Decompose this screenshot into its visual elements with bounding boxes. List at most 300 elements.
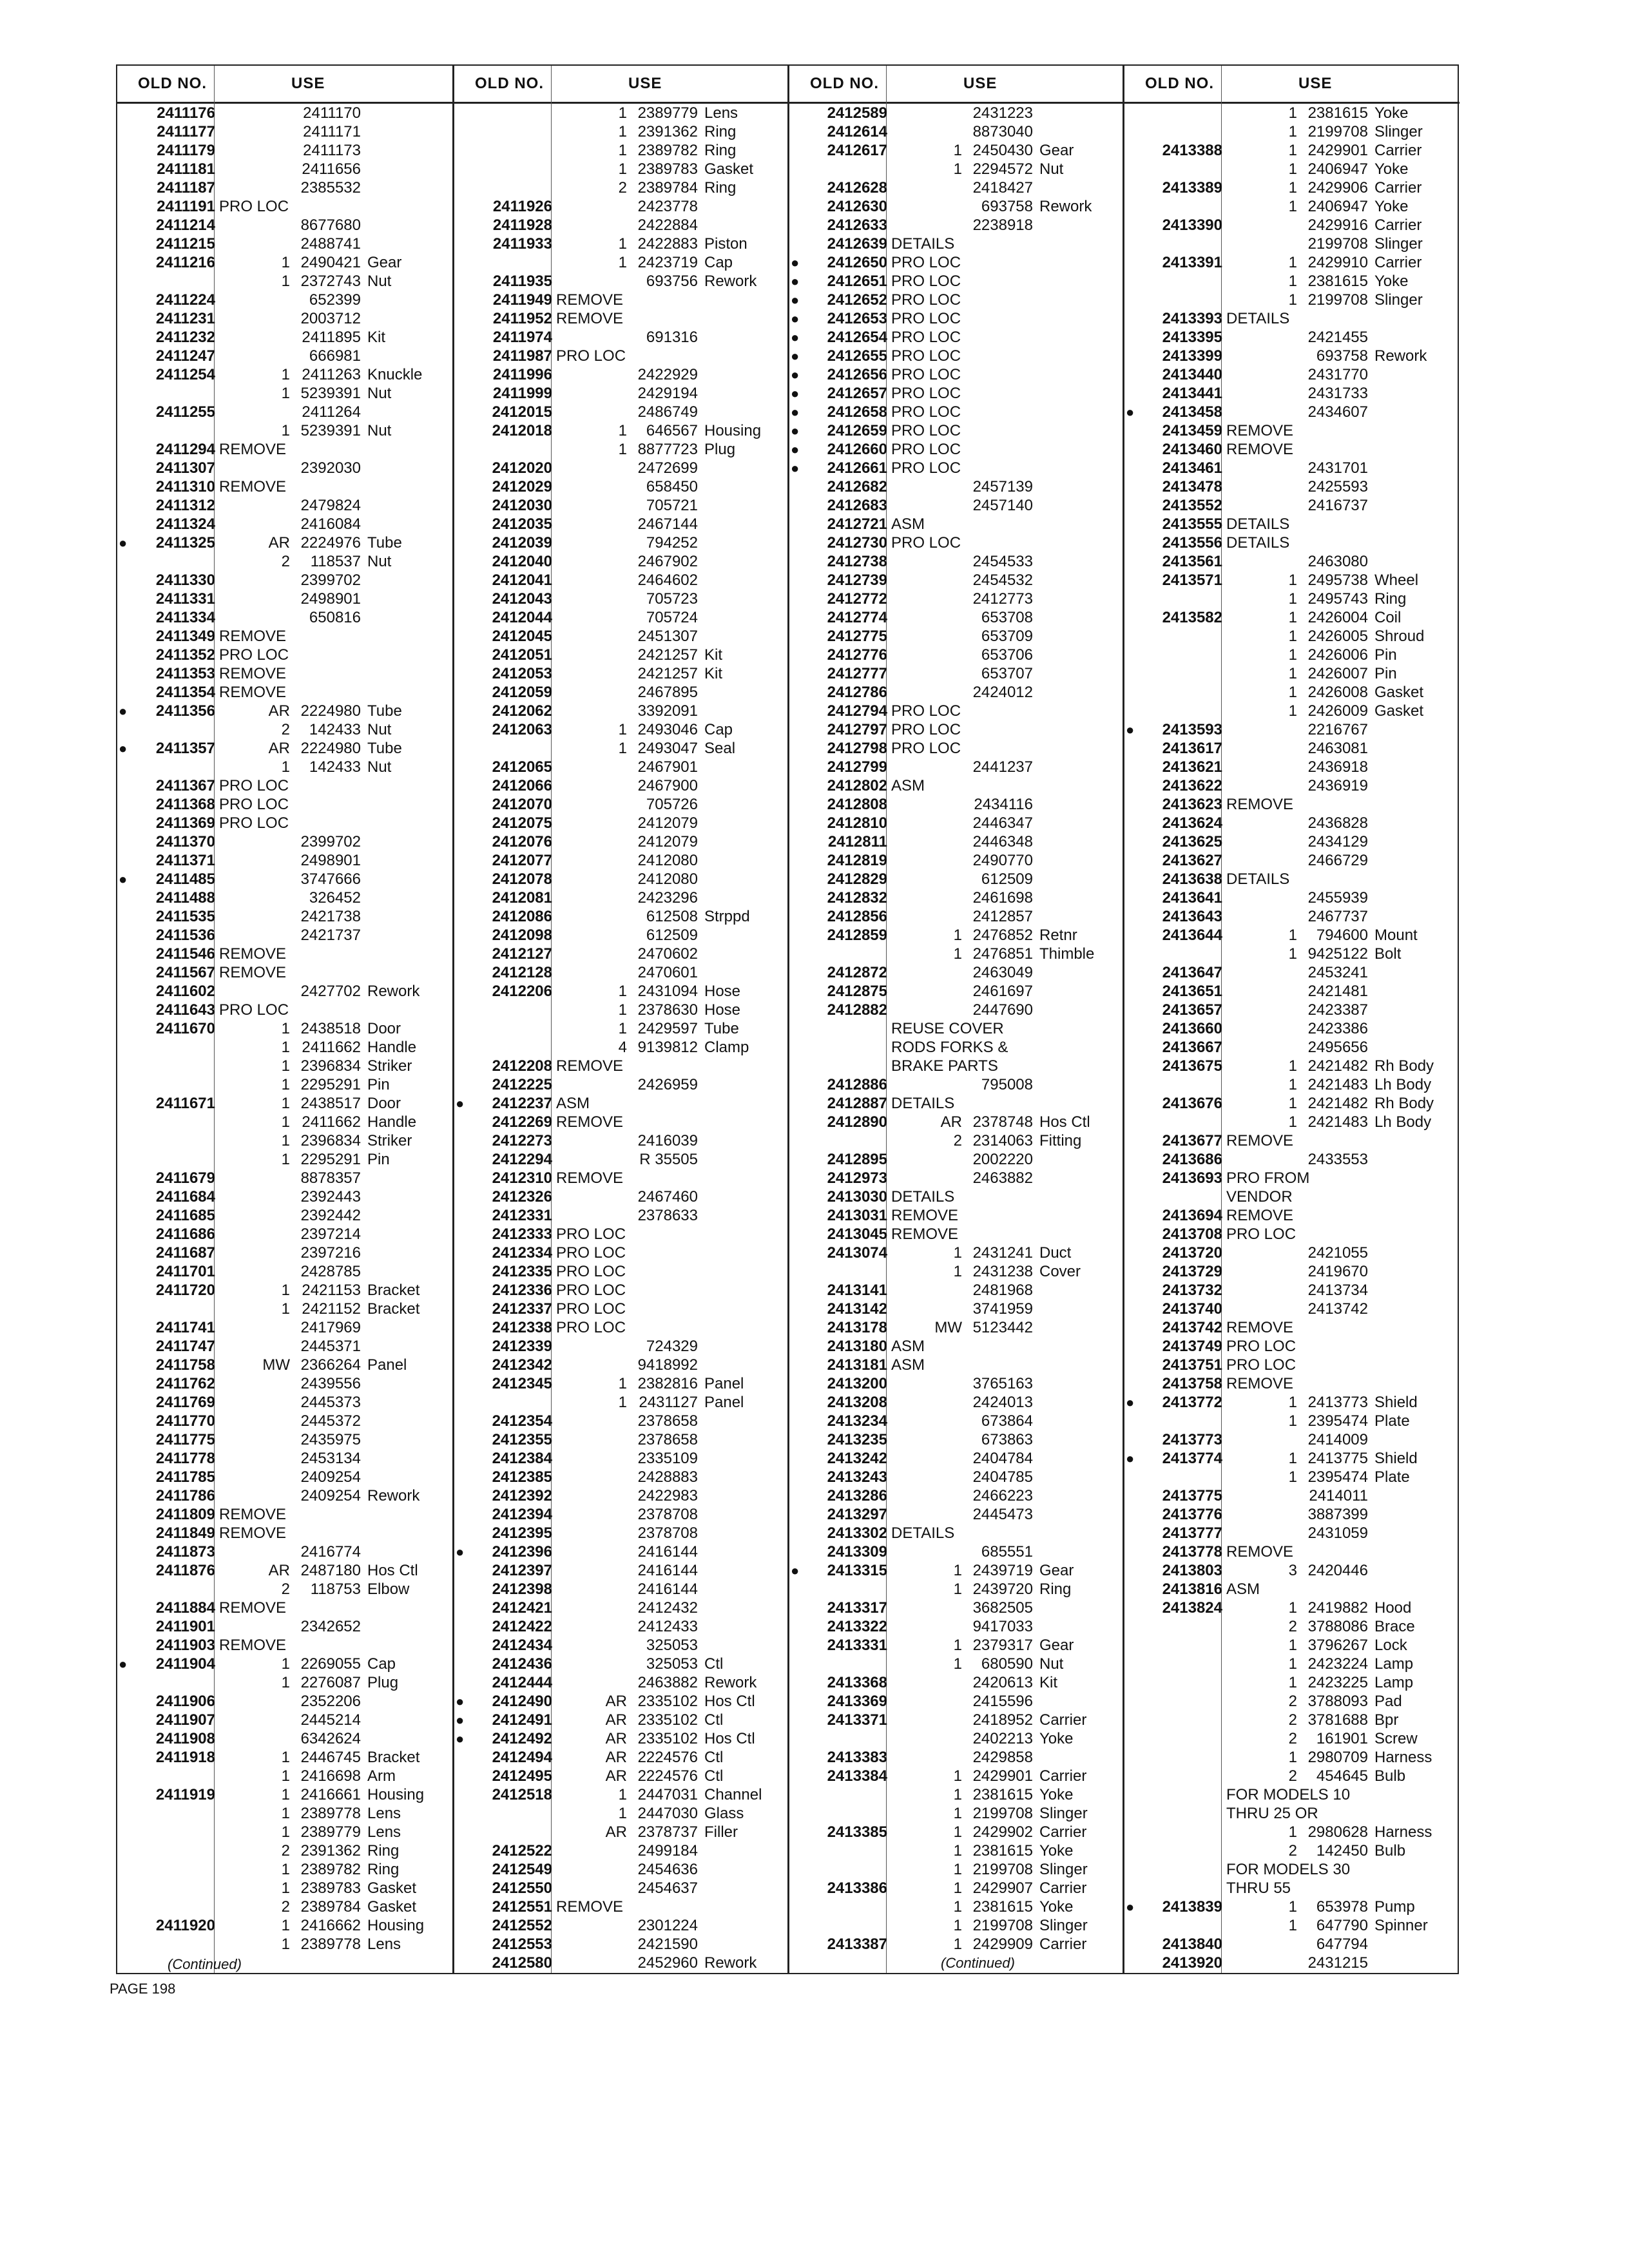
table-row	[454, 459, 789, 477]
old-part-number: 2411325	[155, 534, 215, 552]
status-note: PRO LOC	[891, 721, 961, 738]
old-part-number: 2412128	[492, 964, 552, 981]
old-part-number: 2413742	[1162, 1319, 1222, 1336]
quantity: 1	[1288, 1450, 1297, 1467]
replacement-part-number: 2423386	[1307, 1020, 1368, 1037]
old-part-number: 2412580	[492, 1954, 552, 1972]
old-part-number: 2413180	[827, 1338, 887, 1355]
table-row	[117, 1580, 452, 1599]
old-part-number: 2413627	[1162, 852, 1222, 869]
table-row	[1124, 1580, 1460, 1599]
part-description: Rework	[704, 1674, 757, 1691]
table-row	[117, 1711, 452, 1729]
old-part-number: 2413729	[1162, 1263, 1222, 1280]
replacement-part-number: 2423225	[1307, 1674, 1368, 1691]
status-note: REMOVE	[1226, 422, 1294, 439]
replacement-part-number: 2276087	[300, 1674, 361, 1691]
part-description: Ctl	[704, 1749, 724, 1766]
quantity: AR	[605, 1767, 627, 1785]
old-part-number: 2411331	[155, 590, 215, 608]
table-row	[789, 1860, 1124, 1879]
replacement-part-number: 2431059	[1307, 1524, 1368, 1542]
quantity: 1	[1288, 273, 1297, 290]
part-description: Rh Body	[1374, 1057, 1434, 1075]
replacement-part-number: 2416661	[300, 1786, 361, 1803]
part-description: Plate	[1374, 1468, 1410, 1486]
old-part-number: 2412053	[492, 665, 552, 682]
replacement-part-number: 794252	[646, 534, 698, 552]
old-part-number: 2412335	[492, 1263, 552, 1280]
replacement-part-number: 2436919	[1307, 777, 1368, 794]
old-part-number: 2413773	[1162, 1431, 1222, 1448]
status-note: REMOVE	[219, 665, 287, 682]
replacement-part-number: 2224980	[300, 702, 361, 720]
quantity: 2	[953, 1132, 962, 1149]
part-description: Door	[367, 1095, 401, 1112]
old-part-number: 2413383	[827, 1749, 887, 1766]
quantity: 1	[618, 1805, 627, 1822]
quantity: 1	[1288, 665, 1297, 682]
old-part-number: 2412098	[492, 927, 552, 944]
replacement-part-number: 2418952	[972, 1711, 1033, 1729]
table-row	[454, 1580, 789, 1599]
part-description: Tube	[367, 702, 402, 720]
table-row	[454, 178, 789, 197]
table-row	[117, 590, 452, 608]
replacement-part-number: 2352206	[300, 1693, 361, 1710]
table-row	[789, 1580, 1124, 1599]
header-old-no: OLD NO.	[138, 75, 207, 92]
header-use: USE	[963, 75, 998, 92]
replacement-part-number: 2499184	[637, 1842, 698, 1860]
old-part-number: 2412797	[827, 721, 887, 738]
replacement-part-number: 705726	[646, 796, 698, 813]
replacement-part-number: 2389784	[637, 179, 698, 197]
part-description: Glass	[704, 1805, 744, 1822]
replacement-part-number: 2431701	[1307, 459, 1368, 477]
table-row	[1124, 1244, 1460, 1262]
old-part-number: 2412020	[492, 459, 552, 477]
table-row	[117, 533, 452, 552]
old-part-number: 2412776	[827, 646, 887, 664]
replacement-part-number: 325053	[646, 1637, 698, 1654]
status-note: REMOVE	[556, 1169, 624, 1187]
table-row	[1124, 477, 1460, 496]
table-row	[117, 496, 452, 515]
part-description: Yoke	[1374, 160, 1409, 178]
replacement-part-number: 2413773	[1307, 1394, 1368, 1411]
old-part-number: 2412436	[492, 1655, 552, 1673]
status-note: DETAILS	[891, 235, 955, 253]
replacement-part-number: 2372743	[300, 273, 361, 290]
table-row	[1124, 421, 1460, 440]
table-row	[1124, 1561, 1460, 1580]
old-part-number: 2412385	[492, 1468, 552, 1486]
part-description: Handle	[367, 1113, 417, 1131]
part-description: Slinger	[1374, 123, 1423, 140]
replacement-part-number: 2423387	[1307, 1001, 1368, 1019]
table-row	[1124, 515, 1460, 533]
table-row	[789, 608, 1124, 627]
replacement-part-number: 2429909	[972, 1936, 1033, 1953]
new-part-bullet: ●	[1126, 722, 1135, 738]
table-row	[454, 1823, 789, 1841]
old-part-number: 2413732	[1162, 1282, 1222, 1299]
old-part-number: 2412051	[492, 646, 552, 664]
old-part-number: 2412652	[827, 291, 887, 309]
replacement-part-number: 2301224	[637, 1917, 698, 1934]
replacement-part-number: 326452	[309, 889, 361, 907]
table-row	[117, 1636, 452, 1655]
replacement-part-number: 2428785	[300, 1263, 361, 1280]
old-part-number: 2413708	[1162, 1225, 1222, 1243]
old-part-number: 2412269	[492, 1113, 552, 1131]
replacement-part-number: 2335109	[637, 1450, 698, 1467]
replacement-part-number: 2467737	[1307, 908, 1368, 925]
quantity: 1	[953, 1263, 962, 1280]
table-row	[454, 328, 789, 347]
old-part-number: 2413322	[827, 1618, 887, 1635]
quantity: 2	[281, 1581, 290, 1598]
quantity: 1	[953, 1898, 962, 1916]
quantity: 1	[953, 1562, 962, 1579]
quantity: 1	[281, 1020, 290, 1037]
replacement-part-number: 2418427	[972, 179, 1033, 197]
old-part-number: 2411255	[155, 403, 215, 421]
quantity: 1	[1288, 1749, 1297, 1766]
old-part-number: 2413777	[1162, 1524, 1222, 1542]
old-part-number: 2411762	[155, 1375, 215, 1392]
table-row	[454, 515, 789, 533]
quantity: 1	[953, 1917, 962, 1934]
old-part-number: 2411370	[155, 833, 215, 850]
table-row	[789, 664, 1124, 683]
replacement-part-number: 2416698	[300, 1767, 361, 1785]
status-note: REMOVE	[219, 1599, 287, 1617]
table-row	[1124, 160, 1460, 178]
old-part-number: 2413816	[1162, 1581, 1222, 1598]
replacement-part-number: 2431770	[1307, 366, 1368, 383]
table-row	[789, 982, 1124, 1001]
part-description: Gear	[1039, 1637, 1074, 1654]
part-description: Lamp	[1374, 1655, 1414, 1673]
old-part-number: 2411901	[155, 1618, 215, 1635]
table-row	[789, 1449, 1124, 1468]
replacement-part-number: 2434116	[974, 796, 1033, 813]
old-part-number: 2411987	[492, 347, 552, 365]
part-description: Ring	[367, 1842, 400, 1860]
replacement-part-number: 2003712	[300, 310, 361, 327]
old-part-number: 2412345	[492, 1375, 552, 1392]
table-row	[1124, 1225, 1460, 1244]
old-part-number: 2412127	[492, 945, 552, 963]
status-note: REMOVE	[219, 1524, 287, 1542]
replacement-part-number: 2421483	[1307, 1076, 1368, 1093]
part-description: Bpr	[1374, 1711, 1399, 1729]
table-row	[454, 720, 789, 739]
replacement-part-number: 9417033	[972, 1618, 1033, 1635]
table-row	[454, 1412, 789, 1430]
replacement-part-number: 5239391	[300, 385, 361, 402]
status-note: REMOVE	[219, 1506, 287, 1523]
replacement-part-number: 2422983	[637, 1487, 698, 1504]
replacement-part-number: 705723	[646, 590, 698, 608]
table-row	[454, 571, 789, 590]
new-part-bullet: ●	[791, 441, 800, 457]
replacement-part-number: 2445371	[300, 1338, 361, 1355]
table-row	[1124, 1692, 1460, 1711]
table-row	[1124, 197, 1460, 216]
table-row	[117, 1038, 452, 1057]
quantity: 1	[281, 1300, 290, 1318]
table-row	[789, 122, 1124, 141]
replacement-part-number: 3747666	[300, 870, 361, 888]
old-part-number: 2411312	[155, 497, 215, 514]
replacement-part-number: 2397216	[300, 1244, 361, 1262]
part-description: Kit	[704, 665, 723, 682]
old-part-number: 2411224	[155, 291, 215, 309]
old-part-number: 2412078	[492, 870, 552, 888]
part-description: Cap	[704, 721, 733, 738]
table-row	[454, 347, 789, 365]
table-column-3	[787, 66, 1124, 1973]
table-row	[1124, 795, 1460, 814]
replacement-part-number: 2395474	[1307, 1412, 1368, 1430]
replacement-part-number: 2378633	[637, 1207, 698, 1224]
table-row	[454, 552, 789, 571]
part-description: Carrier	[1374, 179, 1422, 197]
old-part-number: 2411371	[155, 852, 215, 869]
table-row	[789, 1785, 1124, 1804]
replacement-part-number: 2381615	[972, 1898, 1033, 1916]
part-description: Mount	[1374, 927, 1418, 944]
table-row	[1124, 1505, 1460, 1524]
part-description: Yoke	[1374, 104, 1409, 122]
replacement-part-number: 673864	[981, 1412, 1033, 1430]
replacement-part-number: 724329	[646, 1338, 698, 1355]
table-row	[1124, 347, 1460, 365]
replacement-part-number: 2378748	[972, 1113, 1033, 1131]
table-row	[789, 571, 1124, 590]
table-row	[454, 253, 789, 272]
replacement-part-number: 2426004	[1307, 609, 1368, 626]
quantity: 1	[618, 1001, 627, 1019]
old-part-number: 2413617	[1162, 740, 1222, 757]
old-part-number: 2412859	[827, 927, 887, 944]
table-row	[117, 1430, 452, 1449]
table-row	[117, 963, 452, 982]
status-note: PRO LOC	[891, 459, 961, 477]
replacement-part-number: 2476851	[972, 945, 1033, 963]
table-row	[117, 1505, 452, 1524]
old-part-number: 2412658	[827, 403, 887, 421]
old-part-number: 2413460	[1162, 441, 1222, 458]
table-row	[117, 1561, 452, 1580]
part-description: Shield	[1374, 1394, 1418, 1411]
old-part-number: 2413920	[1162, 1954, 1222, 1972]
replacement-part-number: 2413775	[1307, 1450, 1368, 1467]
table-row	[1124, 870, 1460, 889]
table-row	[454, 384, 789, 403]
replacement-part-number: 2378658	[637, 1412, 698, 1430]
table-row	[789, 627, 1124, 646]
status-note: REMOVE	[219, 1637, 287, 1654]
quantity: 1	[281, 273, 290, 290]
replacement-part-number: 3392091	[637, 702, 698, 720]
table-row	[789, 421, 1124, 440]
old-part-number: 2412738	[827, 553, 887, 570]
part-description: Slinger	[1039, 1805, 1088, 1822]
replacement-part-number: 2429916	[1307, 216, 1368, 234]
quantity: 1	[1288, 609, 1297, 626]
old-part-number: 2413758	[1162, 1375, 1222, 1392]
replacement-part-number: 794600	[1316, 927, 1368, 944]
old-part-number: 2412518	[492, 1786, 552, 1803]
table-row	[789, 1318, 1124, 1337]
table-row	[454, 291, 789, 309]
replacement-part-number: 2470602	[637, 945, 698, 963]
table-row	[454, 1729, 789, 1748]
old-part-number: 2411906	[155, 1693, 215, 1710]
table-row	[117, 1486, 452, 1505]
table-row	[1124, 1542, 1460, 1561]
table-row	[117, 1113, 452, 1131]
table-row	[1124, 1617, 1460, 1636]
old-part-number: 2413234	[827, 1412, 887, 1430]
table-row	[789, 477, 1124, 496]
replacement-part-number: 2199708	[972, 1805, 1033, 1822]
table-row	[117, 1841, 452, 1860]
quantity: 1	[618, 1394, 627, 1411]
table-row	[117, 1094, 452, 1113]
old-part-number: 2412730	[827, 534, 887, 552]
replacement-part-number: 647794	[1316, 1936, 1368, 1953]
status-note: PRO LOC	[891, 254, 961, 271]
table-column-2	[452, 66, 789, 1973]
status-note: PRO LOC	[891, 291, 961, 309]
replacement-part-number: 2409254	[300, 1487, 361, 1504]
replacement-part-number: 2486749	[637, 403, 698, 421]
part-description: Bracket	[367, 1282, 420, 1299]
table-row	[454, 945, 789, 963]
replacement-part-number: 2411263	[302, 366, 361, 383]
table-row	[789, 1841, 1124, 1860]
replacement-part-number: 2427702	[300, 983, 361, 1000]
status-note: PRO LOC	[1226, 1225, 1296, 1243]
table-row	[117, 1655, 452, 1673]
replacement-part-number: 2429906	[1307, 179, 1368, 197]
part-description: Screw	[1374, 1730, 1418, 1747]
table-row	[789, 683, 1124, 702]
old-part-number: 2413749	[1162, 1338, 1222, 1355]
replacement-part-number: 2199708	[972, 1917, 1033, 1934]
table-row	[789, 907, 1124, 926]
old-part-number: 2413242	[827, 1450, 887, 1467]
old-part-number: 2412494	[492, 1749, 552, 1766]
quantity: 1	[281, 1039, 290, 1056]
table-row	[1124, 646, 1460, 664]
quantity: MW	[934, 1319, 962, 1336]
table-row	[454, 608, 789, 627]
table-row	[117, 720, 452, 739]
status-note: THRU 55	[1226, 1879, 1291, 1897]
table-row	[1124, 683, 1460, 702]
old-part-number: 2412721	[827, 515, 887, 533]
table-row	[1124, 104, 1460, 122]
table-row	[117, 776, 452, 795]
table-row	[454, 1860, 789, 1879]
new-part-bullet: ●	[791, 404, 800, 420]
replacement-part-number: 2381615	[1307, 104, 1368, 122]
old-part-number: 2413458	[1162, 403, 1222, 421]
old-part-number: 2412639	[827, 235, 887, 253]
table-row	[117, 347, 452, 365]
old-part-number: 2412630	[827, 198, 887, 215]
replacement-part-number: 2453134	[300, 1450, 361, 1467]
table-row	[789, 776, 1124, 795]
status-note: PRO LOC	[891, 385, 961, 402]
part-description: Lh Body	[1374, 1113, 1432, 1131]
old-part-number: 2413461	[1162, 459, 1222, 477]
status-note: ASM	[891, 1338, 925, 1355]
table-row	[1124, 1281, 1460, 1300]
new-part-bullet: ●	[1126, 1450, 1135, 1466]
status-note: REMOVE	[556, 1057, 624, 1075]
replacement-part-number: 2379317	[972, 1637, 1033, 1654]
old-part-number: 2412832	[827, 889, 887, 907]
table-row	[454, 365, 789, 384]
replacement-part-number: 2402213	[972, 1730, 1033, 1747]
replacement-part-number: 2429597	[637, 1020, 698, 1037]
part-description: Pad	[1374, 1693, 1402, 1710]
new-part-bullet: ●	[791, 292, 800, 308]
table-row	[117, 646, 452, 664]
table-row	[789, 889, 1124, 907]
table-row	[789, 197, 1124, 216]
quantity: 1	[1288, 1468, 1297, 1486]
table-row	[454, 1804, 789, 1823]
old-part-number: 2411935	[492, 273, 552, 290]
replacement-part-number: 2396834	[300, 1057, 361, 1075]
part-description: Panel	[704, 1394, 744, 1411]
quantity: 1	[281, 1076, 290, 1093]
replacement-part-number: 2416084	[300, 515, 361, 533]
old-part-number: 2413693	[1162, 1169, 1222, 1187]
replacement-part-number: 2389784	[300, 1898, 361, 1916]
old-part-number: 2412798	[827, 740, 887, 757]
replacement-part-number: 2381615	[972, 1786, 1033, 1803]
part-description: Carrier	[1039, 1823, 1087, 1841]
table-row	[117, 421, 452, 440]
replacement-part-number: 2342652	[300, 1618, 361, 1635]
table-row	[454, 776, 789, 795]
old-part-number: 2412062	[492, 702, 552, 720]
replacement-part-number: 653707	[981, 665, 1033, 682]
status-note: DETAILS	[1226, 534, 1290, 552]
table-row	[117, 104, 452, 122]
part-description: Gear	[1039, 142, 1074, 159]
quantity: 1	[618, 721, 627, 738]
table-row	[117, 1524, 452, 1542]
old-part-number: 2412819	[827, 852, 887, 869]
part-description: Harness	[1374, 1749, 1432, 1766]
status-note: PRO LOC	[891, 310, 961, 327]
old-part-number: 2412015	[492, 403, 552, 421]
replacement-part-number: 2238918	[972, 216, 1033, 234]
table-row	[454, 1599, 789, 1617]
replacement-part-number: 2421055	[1307, 1244, 1368, 1262]
table-row	[1124, 1823, 1460, 1841]
